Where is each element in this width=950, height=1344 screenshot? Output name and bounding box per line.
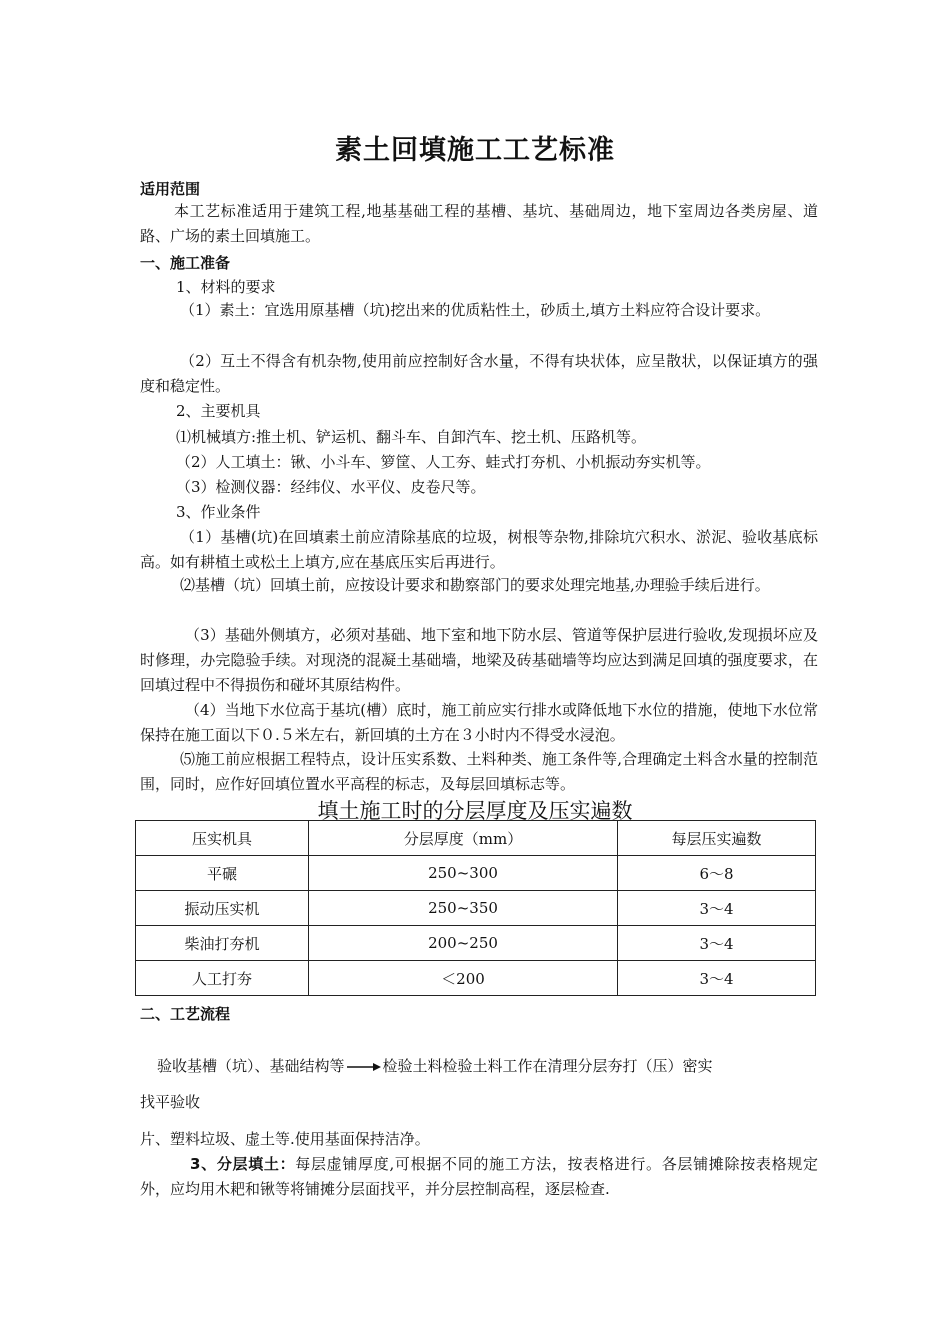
material-item-2: （2）互土不得含有机杂物,使用前应控制好含水量，不得有块状体，应呈散状，以保证填方的强度和稳定性。 <box>140 352 818 395</box>
cleanup-line: 片、塑料垃圾、虚土等.使用基面保持洁净。 <box>140 1130 430 1148</box>
condition-item-1: （1）基槽(坑)在回填素土前应清除基底的垃圾，树根等杂物,排除坑穴积水、淤泥、验收基底标高。如有耕植土或松土上填方,应在基底压实后再进行。 <box>140 528 818 571</box>
table-header-cell: 压实机具 <box>136 821 309 856</box>
table-cell: 3～4 <box>618 961 816 996</box>
document-title: 素土回填施工工艺标准 <box>335 135 615 166</box>
flow-step-3: 找平验收 <box>140 1093 201 1111</box>
table-cell: 人工打夯 <box>136 961 309 996</box>
scope-heading: 适用范围 <box>140 180 201 198</box>
table-cell: 250~350 <box>309 891 618 926</box>
table-cell: 振动压实机 <box>136 891 309 926</box>
table-cell: 200~250 <box>309 926 618 961</box>
arrow-right-icon <box>347 1062 381 1072</box>
layer-fill-label: 3、分层填土： <box>190 1155 296 1173</box>
material-item-1: （1）素土：宜选用原基槽（坑)挖出来的优质粘性土，砂质土,填方土料应符合设计要求。 <box>180 301 771 319</box>
tool-item-1: ⑴机械填方:推土机、铲运机、翻斗车、自卸汽车、挖土机、压路机等。 <box>176 428 647 446</box>
table-cell: 柴油打夯机 <box>136 926 309 961</box>
table-header-cell: 每层压实遍数 <box>618 821 816 856</box>
flow-step-2: 检验土料检验土料工作在清理分层夯打（压）密实 <box>382 1057 713 1075</box>
layer-fill-paragraph <box>140 1152 818 1202</box>
table-cell: 平碾 <box>136 856 309 891</box>
process-flow-line <box>157 1055 713 1076</box>
layer-fill-text: 每层虚铺厚度,可根据不同的施工方法，按表格进行。各层铺摊除按表格规定外，应均用木耙和锹等将铺摊分层面找平，并分层控制高程，逐层检查. <box>140 1155 818 1198</box>
table-row <box>136 856 816 891</box>
compaction-table <box>135 820 816 996</box>
condition-item-5: ⑸施工前应根据工程特点，设计压实系数、土料种类、施工条件等,合理确定土料含水量的控制范围，同时，应作好回填位置水平高程的标志，及每层回填标志等。 <box>140 750 818 793</box>
section1-heading: 一、施工准备 <box>140 254 231 272</box>
table-cell: 3～4 <box>618 891 816 926</box>
condition-item-2: ⑵基槽（坑）回填土前，应按设计要求和勘察部门的要求处理完地基,办理验手续后进行。 <box>180 576 770 594</box>
table-caption: 填土施工时的分层厚度及压实遍数 <box>317 799 633 823</box>
table-cell: 250~300 <box>309 856 618 891</box>
condition-item-4: （4）当地下水位高于基坑(槽）底时，施工前应实行排水或降低地下水位的措施，使地下水位常保持在施工面以下０.５米左右，新回填的土方在３小时内不得受水浸泡。 <box>140 701 818 744</box>
section2-heading: 二、工艺流程 <box>140 1005 231 1023</box>
flow-step-1: 验收基槽（坑）、基础结构等 <box>157 1057 345 1075</box>
condition-item-3: （3）基础外侧填方，必须对基础、地下室和地下防水层、管道等保护层进行验收,发现损坏应及时修理，办完隐验手续。对现浇的混凝土基础墙，地梁及砖基础墙等均应达到满足回填的强度要求，在回填过程中不得损伤和碰坏其原结构件。 <box>140 626 818 694</box>
table-cell: ＜200 <box>309 961 618 996</box>
tool-item-3: （3）检测仪器：经纬仪、水平仪、皮卷尺等。 <box>176 478 486 496</box>
table-row <box>136 926 816 961</box>
table-cell: 6～8 <box>618 856 816 891</box>
table-row <box>136 961 816 996</box>
scope-paragraph: 本工艺标准适用于建筑工程,地基基础工程的基槽、基坑、基础周边，地下室周边各类房屋、道路、广场的素土回填施工。 <box>140 202 818 245</box>
tools-heading: 2、主要机具 <box>176 402 261 420</box>
table-row <box>136 891 816 926</box>
table-header-cell: 分层厚度（mm） <box>309 821 618 856</box>
materials-heading: 1、材料的要求 <box>176 278 276 296</box>
tool-item-2: （2）人工填土：锹、小斗车、箩筐、人工夯、蛙式打夯机、小机振动夯实机等。 <box>176 453 711 471</box>
table-cell: 3～4 <box>618 926 816 961</box>
table-header-row <box>136 821 816 856</box>
conditions-heading: 3、作业条件 <box>176 503 261 521</box>
